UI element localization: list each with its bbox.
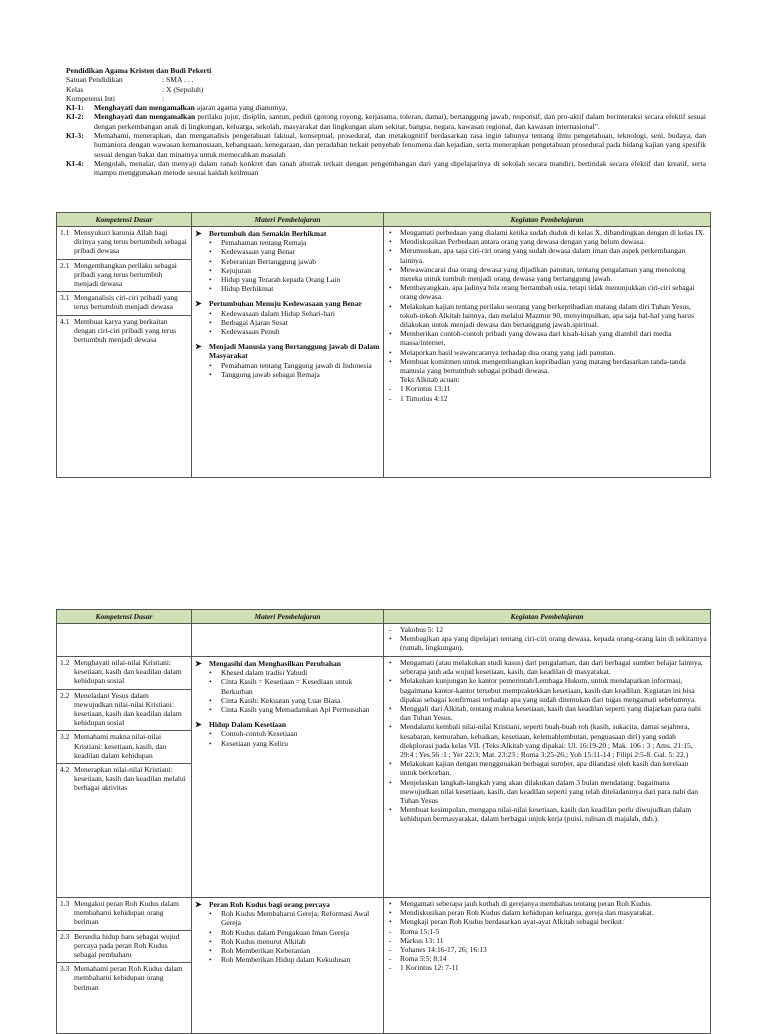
kd-item <box>60 691 188 728</box>
materi-item: • Kedewasaan yang Benar <box>209 247 380 256</box>
field-row <box>66 75 706 84</box>
ki-emphasis: Menghayati dan mengamalkan <box>94 103 195 113</box>
kegiatan-cell <box>384 898 711 1034</box>
materi-list <box>195 309 380 337</box>
kegiatan-item: • Melakukan kajian dengan menggunakan berbagai sumber, apa dilandasi oleh kasih dan kerelaan untuk berkorban. <box>387 759 707 777</box>
kegiatan-item: • Melakukan kunjungan ke kantor pemerintah/Lembaga Hukum, untuk mendapatkan informasi, bagaimana kantor-kantor tersebut mempraktekkan kesetiaan, kasih dan keadilan. Kegiatan ini bisa dipakai sebagai konfirmasi terhadap apa yang sudah ditemukan dari tugas mengamati sebelumnya. <box>387 676 707 704</box>
materi-item: • Roh Kudus dalam Pengakuan Iman Gereja <box>209 928 380 937</box>
kd-item <box>60 732 188 760</box>
field-value: : <box>162 93 165 103</box>
kd-block <box>57 764 191 796</box>
kegiatan-item: • Memberikan contoh-contoh pribadi yang dewasa dari kisah-kisah yang diambil dari media massa/internet. <box>387 329 707 347</box>
ki-label: KI-1: <box>66 103 84 113</box>
materi-heading-text: Hidup Dalam Kesetiaan <box>209 720 287 730</box>
column-header: Kegiatan Pembelajaran <box>384 213 711 227</box>
kegiatan-item: • Mengamati (atau melakukan studi kasus) dari pengalaman, dan dari berbagai sumber belajar lainnya, seberapa jauh ada wujud kesetiaan, kasih, dan keadilan di masyarakat. <box>387 658 707 676</box>
arrow-bullet-icon: ➤ <box>195 659 202 668</box>
kd-text: Memahami peran Roh Kudus dalam membaharui kehidupan orang beriman <box>74 964 183 992</box>
ki-text: Mengolah, menalar, dan menyaji dalam ranah konkret dan ranah abstrak terkait dengan pengembangan dari yang dipelajarinya di sekolah secara mandiri, bertindak secara efektif dan kreatif, serta mampu menggunakan metode sesuai kaidah keilmuan <box>94 158 706 178</box>
kd-item <box>60 765 188 793</box>
materi-heading-text: Pertumbuhan Menuju Kedewasaan yang Benar <box>209 299 362 309</box>
kegiatan-list <box>387 899 707 973</box>
kd-item <box>60 228 188 256</box>
materi-heading-text: Mengasihi dan Menghasilkan Perubahan <box>209 659 341 668</box>
materi-list <box>195 909 380 964</box>
kegiatan-item: • Membayangkan, apa jadinya bila orang bertambah usia, tetapi tidak menunjukkan ciri-ciri sebagai orang dewasa. <box>387 283 707 301</box>
subject-title: Pendidikan Agama Kristen dan Budi Pekerti <box>66 66 212 75</box>
kd-number: 3.2 <box>60 732 70 742</box>
materi-list <box>195 668 380 714</box>
column-header: Materi Pembelajaran <box>192 610 384 624</box>
kegiatan-item: • Mendiskusikan peran Roh Kudus dalam kehidupan keluarga, gereja dan masyarakat. <box>387 908 707 917</box>
kd-text: Mengembangkan perilaku sebagai pribadi yang terus bertumbuh menjadi dewasa <box>74 260 177 289</box>
arrow-bullet-icon: ➤ <box>195 342 202 352</box>
materi-item: • Berbagai Ajaran Sesat <box>209 318 380 327</box>
kd-text: Meneladani Yesus dalam mewujudkan nilai-nilai Kristiani: kesetiaan, kasih dan keadilan dalam kehidupan sosial <box>74 690 182 728</box>
materi-item: • Roh Kudus menurut Alkitab <box>209 937 380 946</box>
kd-number: 2.2 <box>60 690 70 700</box>
kd-number: 1.2 <box>60 658 70 667</box>
kegiatan-item: • Merumuskan, apa saja ciri-ciri orang yang sudah dewasa dalam iman dan aspek perkembangan lainnya. <box>387 246 707 264</box>
materi-list <box>195 238 380 293</box>
materi-heading <box>195 229 380 238</box>
kd-cell <box>57 227 192 478</box>
materi-item: • Cinta Kasih = Kesetiaan = Kesediaan untuk Berkurban <box>209 677 380 695</box>
ki-emphasis: Menghayati dan mengamalkan <box>94 112 196 122</box>
materi-item: • Roh Kudus Membaharui Gereja; Reformasi Awal Gereja <box>209 909 380 927</box>
kd-cell <box>57 898 192 1034</box>
materi-item: • Khesed dalam tradisi Yahudi <box>209 668 380 677</box>
materi-list <box>195 361 380 379</box>
table-header-row <box>57 213 711 227</box>
materi-heading <box>195 659 380 668</box>
materi-item: • Kejujuran <box>209 266 380 275</box>
materi-heading-text: Peran Roh Kudus bagi orang percaya <box>209 900 330 909</box>
kegiatan-item: - Markus 13: 11 <box>387 936 707 945</box>
kegiatan-item: • Mendalami kembali nilai-nilai Kristiani, seperti buah-buah roh (kasih, sukacita, damai sejahtera, kesabaran, kemurahan, kebaikan, kesetiaan, kelemahlembutan, penguasaan diri) yang sudah diekplorasi pada kelas VII. (Teks.Alkitab yang dipakai: Ul. 16:19-20 ; Mak. 106 : 3 ; Ams. 21:15, 29:4 ; Yes 56 :1 ; Yer 22:3; Mat. 23:23 ; Roma 3:25-26.; Yoh 15:11-14 ; Filipi 2:5-8. Gal. 5: 22.) <box>387 722 707 759</box>
kegiatan-item: Teks Alkitab acuan: <box>400 375 460 385</box>
kd-item <box>60 658 188 686</box>
curriculum-table-2 <box>56 609 711 1034</box>
materi-item: • Cinta Kasih: Kekuatan yang Luar Biasa <box>209 696 380 705</box>
kegiatan-item: - Roma 5:5; 8:14 <box>387 954 707 963</box>
column-header: Kompetensi Dasar <box>57 213 192 227</box>
kd-number: 1.3 <box>60 899 70 908</box>
table-row <box>57 657 711 898</box>
field-row <box>66 85 706 94</box>
kd-text: Menganalisis ciri-ciri pribadi yang terus bertumbuh menjadi dewasa <box>74 293 178 312</box>
field-row <box>66 94 706 103</box>
materi-heading <box>195 299 380 308</box>
materi-item: • Roh Memberikan Hidup dalam Kekudusan <box>209 955 380 964</box>
kd-block <box>57 292 191 315</box>
ki-text: perilaku jujur, disiplin, santun, peduli (gotong royong, kerjasama, toleran, damai), bertanggung jawab, responsif, dan pro-aktif dalam berinteraksi secara efektif sesuai dengan perkembangan anak di lingkungan, keluarga, sekolah, masyarakat dan lingkungan alam sekitar, bangsa, negara, kawasan regional, dan kawasan internasional". <box>94 112 706 131</box>
kd-block <box>57 657 191 690</box>
kd-cell <box>57 657 192 898</box>
kd-item <box>60 899 188 927</box>
column-header: Kegiatan Pembelajaran <box>384 610 711 624</box>
materi-item: • Kesetiaan yang Keliru <box>209 739 380 748</box>
kegiatan-list <box>387 658 707 824</box>
kegiatan-item: • Membuat komitmen untuk mengembangkan kepribadian yang matang berdasarkan tanda-tanda manusia yang bertumbuh sebagai pribadi dewasa. <box>387 357 707 375</box>
kd-text: Memahami makna nilai-nilai Kristiani: kesetiaan, kasih, dan keadilan dalam kehidupan <box>74 732 167 760</box>
kegiatan-item: • Melaporkan hasil wawancaranya terhadap dua orang yang jadi panutan. <box>387 348 707 357</box>
materi-item: • Contoh-contoh Kesetiaan <box>209 729 380 738</box>
field-value: : X (Sepuluh) <box>162 84 204 94</box>
kegiatan-list <box>387 625 707 653</box>
kegiatan-item: • Membagikan apa yang dipelajari tentang ciri-ciri orang dewasa, kepada orang-orang lain di sekitarnya (rumah, lingkungan). <box>387 634 707 652</box>
kegiatan-cell <box>384 657 711 898</box>
kd-number: 4.1 <box>60 316 70 326</box>
materi-heading <box>195 720 380 729</box>
kegiatan-item: - Roma 15:1-5 <box>387 927 707 936</box>
kegiatan-item: • Melakukan kajian tentang perilaku seorang yang berkepribadian matang dalam diri Tuhan Yesus, tokoh-tokoh Alkitab lainnya, dan melalui Mazmur 90, menyimpulkan, apa saja hal-hal yang harus dilakukan untuk menjadi dewasa dan bertanggung jawab.spiritual. <box>387 302 707 330</box>
ki-label: KI-3: <box>66 131 84 141</box>
kd-number: 3.1 <box>60 293 70 303</box>
ki-2 <box>66 112 706 131</box>
materi-item: • Keberanian Bertanggung jawab <box>209 257 380 266</box>
materi-item: • Hidup yang Terarah kepada Orang Lain <box>209 275 380 284</box>
ki-text: ajaran agama yang dianutnya. <box>194 103 288 113</box>
kd-block <box>57 963 191 995</box>
kd-text: Menerapkan nilai-nilai Kristiani: kesetiaan, kasih dan keadilan melalui berbagai aktivitas <box>74 765 186 793</box>
materi-item: • Pemahaman tentang Remaja <box>209 238 380 247</box>
kd-text: Menghayati nilai-nilai Kristiani: kesetiaan, kasih dan keadilan dalam kehidupan sosial <box>74 658 182 686</box>
kd-number: 1.1 <box>60 228 70 237</box>
materi-cell <box>192 898 384 1034</box>
kd-item <box>60 261 188 289</box>
materi-heading-text: Menjadi Manusia yang Bertanggung jawab di Dalam Masyarakat <box>209 342 380 361</box>
document-header <box>66 66 706 178</box>
field-value: : SMA . . . <box>162 75 194 85</box>
kd-text: Membuat karya yang berkaitan dengan ciri-ciri pribadi yang terus bertumbuh menjadi dewasa <box>74 316 177 345</box>
kd-block <box>57 316 191 348</box>
kd-item <box>60 964 188 992</box>
kegiatan-cell <box>384 227 711 478</box>
kegiatan-item: • Mengamati perbedaan yang dialami ketika sudah duduk di kelas X, dibandingkan dengan di kelas IX. <box>387 228 707 237</box>
kd-block <box>57 898 191 931</box>
column-header: Materi Pembelajaran <box>192 213 384 227</box>
materi-heading <box>195 342 380 360</box>
kd-text: Mengakui peran Roh Kudus dalam membaharui kehidupan orang beriman <box>74 899 179 927</box>
kd-item <box>60 932 188 960</box>
arrow-bullet-icon: ➤ <box>195 229 202 238</box>
ki-1 <box>66 103 706 112</box>
kd-item <box>60 317 188 345</box>
table-row <box>57 898 711 1034</box>
materi-heading <box>195 900 380 909</box>
materi-item: • Pemahaman tentang Tanggung jawab di Indonesia <box>209 361 380 370</box>
ki-text: Memahami, menerapkan, dan menganalisis pengetahuan faktual, konseptual, prosedural, dan metakognitif berdasarkan rasa ingin tahunya tentang ilmu pengetahuan, teknologi, seni, budaya, dan humaniora dengan wawasan kemanusiaan, kebangsaan, kenegaraan, dan peradaban terkait penyebab fenomena dan kejadian, serta menerapkan pengetahuan prosedural pada bidang kajian yang spesifik sesuai dengan bakat dan minatnya untuk memecahkan masalah <box>94 131 706 159</box>
kegiatan-item: • Mengkaji peran Roh Kudus berdasarkan ayat-ayat Alkitab sebagai berikut: <box>387 917 707 926</box>
kd-item <box>60 293 188 311</box>
ki-label: KI-2: <box>66 112 84 122</box>
table-row <box>57 624 711 657</box>
materi-item: • Roh Memberikan Keberanian <box>209 946 380 955</box>
table-row <box>57 227 711 478</box>
materi-cell <box>192 624 384 657</box>
materi-list <box>195 729 380 747</box>
column-header: Kompetensi Dasar <box>57 610 192 624</box>
field-label: Satuan Pendidikan <box>66 75 123 85</box>
ki-4 <box>66 159 706 178</box>
kd-number: 2.1 <box>60 260 70 270</box>
kd-block <box>57 690 191 732</box>
table-header-row <box>57 610 711 624</box>
kd-block <box>57 227 191 260</box>
kegiatan-cell <box>384 624 711 657</box>
kegiatan-item: • Mengamati seberapa jauh kotbah di gerejanya membahas tentang peran Roh Kudus. <box>387 899 707 908</box>
materi-item: • Hidup Berhikmat <box>209 284 380 293</box>
arrow-bullet-icon: ➤ <box>195 299 202 309</box>
ki-label: KI-4: <box>66 158 84 168</box>
materi-item: • Kedewasaan dalam Hidup Sehari-hari <box>209 309 380 318</box>
kd-text: Mensyukuri karunia Allah bagi dirinya yang terus bertumbuh sebagai pribadi dewasa <box>74 228 187 256</box>
materi-item: • Kedewasaan Penuh <box>209 327 380 336</box>
kd-number: 2.3 <box>60 931 70 941</box>
arrow-bullet-icon: ➤ <box>195 900 202 909</box>
kegiatan-item: - 1 Korintus 13:11 <box>387 384 707 393</box>
kegiatan-item: - 1 Timotius 4:12 <box>387 394 707 403</box>
kegiatan-item: • Mendiskusikan Perbedaan antara orang yang dewasa dengan yang belum dewasa. <box>387 237 707 246</box>
kegiatan-item: • Menjelaskan langkah-langkah yang akan dilakukan dalam 3 bulan mendatang: bagaimana mewujudkan nilai kesetiaan, kasih, dan keadilan seperti yang telah diteladaninya dari para nabi dan Tuhan Yesus <box>387 778 707 806</box>
kegiatan-item: - Yohanes 14:16-17, 26; 16:13 <box>387 945 707 954</box>
arrow-bullet-icon: ➤ <box>195 720 202 730</box>
materi-cell <box>192 657 384 898</box>
kegiatan-item: • Mewawancarai dua orang dewasa yang dijadikan panutan, tentang pengalaman yang menolong mereka untuk tumbuh menjadi orang dewasa yang bertanggung jawab. <box>387 265 707 283</box>
curriculum-table-1 <box>56 212 711 478</box>
materi-item: • Cinta Kasih yang Memadamkan Api Permusuhan <box>209 705 380 714</box>
kd-block <box>57 731 191 764</box>
field-label: Kompetensi Inti <box>66 93 116 103</box>
kegiatan-list <box>387 228 707 403</box>
kegiatan-item: - Yakobus 5: 12 <box>387 625 707 634</box>
kd-block <box>57 931 191 964</box>
materi-cell <box>192 227 384 478</box>
kd-text: Bersedia hidup baru sebagai wujud percaya pada peran Roh Kudus sebagai pembaharu <box>74 931 180 960</box>
materi-heading-text: Bertumbuh dan Semakin Berhikmat <box>209 229 327 238</box>
kegiatan-item: • Menggali dari Alkitab, tentang makna kesetiaan, kasih dan keadilan seperti yang diajarkan para nabi dan Tuhan Yesus. <box>387 704 707 722</box>
kegiatan-item: • Membuat kesimpulan, mengapa nilai-nilai kesetiaan, kasih dan keadilan perlu diwujudkan dalam kehidupan bermasyarakat, dalam berbagai unjuk kerja (puisi, tulisan di majalah, dsb.). <box>387 805 707 823</box>
kd-number: 4.2 <box>60 765 70 775</box>
kd-block <box>57 260 191 293</box>
kd-cell <box>57 624 192 657</box>
materi-item: • Tanggung jawab sebagai Remaja <box>209 370 380 379</box>
kd-number: 3.3 <box>60 964 70 974</box>
field-label: Kelas <box>66 84 84 94</box>
kegiatan-item: - 1 Korintus 12: 7-11 <box>387 963 707 972</box>
ki-3 <box>66 131 706 159</box>
